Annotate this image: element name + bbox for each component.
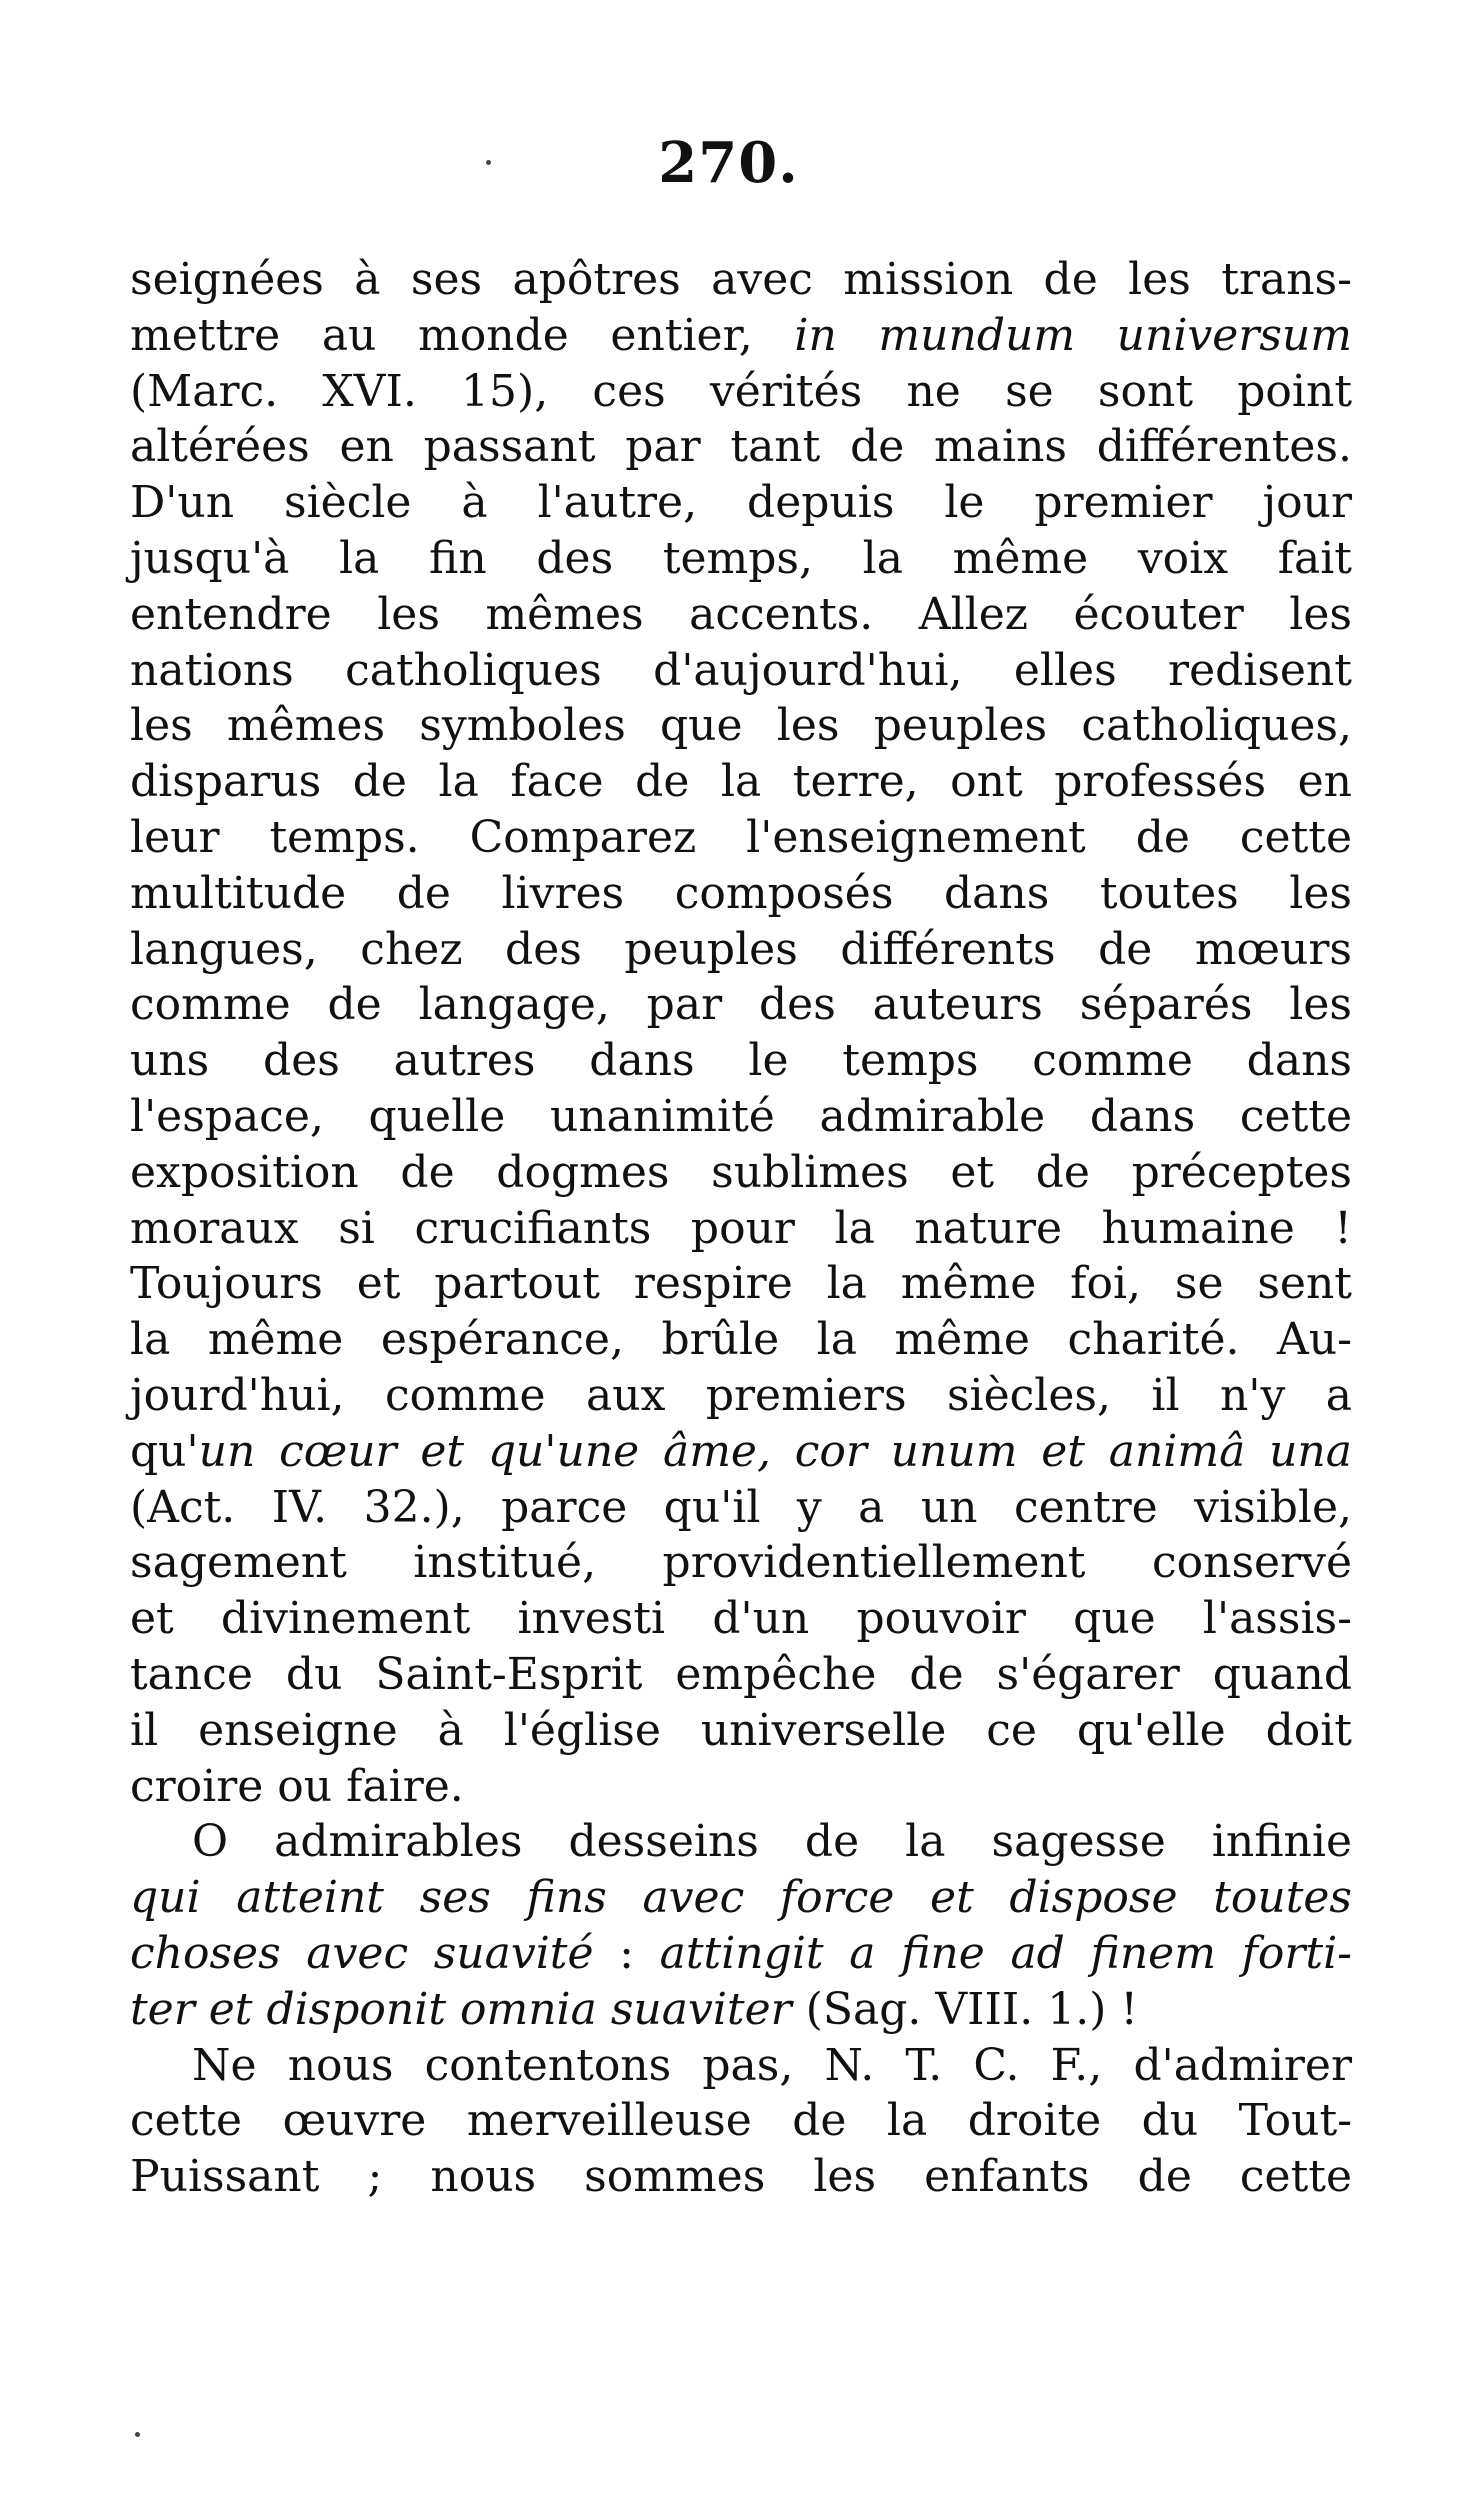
- text-run: langues, chez des peuples différents de mœurs: [130, 923, 1352, 975]
- text-line: [130, 1368, 1352, 1424]
- text-line: [130, 922, 1352, 978]
- text-run: comme de langage, par des auteurs séparés les: [130, 979, 1352, 1031]
- text-run: cette œuvre merveilleuse de la droite du Tout-: [130, 2095, 1352, 2147]
- text-run: Ne nous contentons pas, N. T. C. F., d'admirer: [192, 2039, 1352, 2091]
- text-line: [130, 1424, 1352, 1480]
- italic-text: un cœur et qu'une âme, cor unum et animâ una: [198, 1425, 1352, 1477]
- text-run: uns des autres dans le temps comme dans: [130, 1035, 1352, 1087]
- italic-text: ter et disponit omnia suaviter: [130, 1983, 792, 2035]
- text-line: [130, 1480, 1352, 1536]
- text-line: [130, 754, 1352, 810]
- text-line: [130, 2038, 1352, 2094]
- text-line: [130, 2149, 1352, 2205]
- text-line: [130, 1089, 1352, 1145]
- text-line: [130, 810, 1352, 866]
- text-line: [130, 1535, 1352, 1591]
- text-run: la même espérance, brûle la même charité. Au-: [130, 1314, 1352, 1366]
- text-run: entendre les mêmes accents. Allez écouter les: [130, 588, 1352, 640]
- text-line: [130, 531, 1352, 587]
- text-run: l'espace, quelle unanimité admirable dans cette: [130, 1090, 1352, 1142]
- text-line: [130, 1591, 1352, 1647]
- text-run: mettre au monde entier,: [130, 309, 795, 361]
- text-line: [130, 1033, 1352, 1089]
- text-run: il enseigne à l'église universelle ce qu'elle doit: [130, 1704, 1352, 1756]
- text-line: [130, 1145, 1352, 1201]
- text-run: Puissant ; nous sommes les enfants de cette: [130, 2151, 1352, 2203]
- text-run: altérées en passant par tant de mains différentes.: [130, 421, 1352, 473]
- text-run: multitude de livres composés dans toutes les: [130, 867, 1352, 919]
- text-line: [130, 1870, 1352, 1926]
- text-line: [130, 252, 1352, 308]
- text-run: les mêmes symboles que les peuples catholiques,: [130, 700, 1352, 752]
- text-run: O admirables desseins de la sagesse infinie: [192, 1816, 1352, 1868]
- text-run: nations catholiques d'aujourd'hui, elles redisent: [130, 644, 1352, 696]
- text-line: [130, 475, 1352, 531]
- text-line: [130, 1703, 1352, 1759]
- text-run: (Marc. XVI. 15), ces vérités ne se sont point: [130, 365, 1352, 417]
- text-line: [130, 643, 1352, 699]
- ink-speck: [135, 2432, 140, 2437]
- text-line: [130, 1201, 1352, 1257]
- text-line: [130, 419, 1352, 475]
- text-run: sagement institué, providentiellement conservé: [130, 1537, 1352, 1589]
- text-run: tance du Saint-Esprit empêche de s'égarer quand: [130, 1648, 1352, 1700]
- italic-text: in mundum universum: [794, 309, 1352, 361]
- italic-text: attingit a fine ad finem forti-: [659, 1927, 1353, 1979]
- text-run: disparus de la face de la terre, ont professés en: [130, 756, 1352, 808]
- text-run: (Act. IV. 32.), parce qu'il y a un centre visible,: [130, 1481, 1352, 1533]
- text-line: [130, 2093, 1352, 2149]
- text-run: leur temps. Comparez l'enseignement de cette: [130, 811, 1352, 863]
- text-line: [130, 1759, 1352, 1815]
- italic-text: qui atteint ses fins avec force et dispose toutes: [130, 1872, 1352, 1924]
- text-run: croire ou faire.: [130, 1760, 464, 1812]
- body-text: [130, 252, 1352, 2205]
- text-line: [130, 587, 1352, 643]
- text-line: [130, 866, 1352, 922]
- text-run: jourd'hui, comme aux premiers siècles, il n'y a: [130, 1369, 1352, 1421]
- text-line: [130, 1982, 1352, 2038]
- text-line: [130, 1256, 1352, 1312]
- text-run: Toujours et partout respire la même foi, se sent: [130, 1258, 1352, 1310]
- text-line: [130, 1312, 1352, 1368]
- text-line: [130, 364, 1352, 420]
- text-line: [130, 1926, 1352, 1982]
- text-run: moraux si crucifiants pour la nature humaine !: [130, 1202, 1352, 1254]
- text-run: (Sag. VIII. 1.) !: [791, 1983, 1139, 2035]
- text-line: [130, 977, 1352, 1033]
- text-run: :: [593, 1927, 660, 1979]
- ink-speck: [486, 160, 491, 165]
- page-number: 270.: [658, 130, 799, 196]
- text-line: [130, 1647, 1352, 1703]
- italic-text: choses avec suavité: [130, 1927, 594, 1979]
- text-line: [130, 698, 1352, 754]
- text-run: seignées à ses apôtres avec mission de les trans-: [130, 254, 1352, 305]
- text-line: [130, 1814, 1352, 1870]
- text-run: qu': [130, 1425, 199, 1477]
- text-run: exposition de dogmes sublimes et de préceptes: [130, 1146, 1352, 1198]
- text-run: jusqu'à la fin des temps, la même voix fait: [130, 532, 1352, 584]
- text-line: [130, 308, 1352, 364]
- text-run: D'un siècle à l'autre, depuis le premier jour: [130, 477, 1352, 529]
- text-run: et divinement investi d'un pouvoir que l'assis-: [130, 1593, 1352, 1645]
